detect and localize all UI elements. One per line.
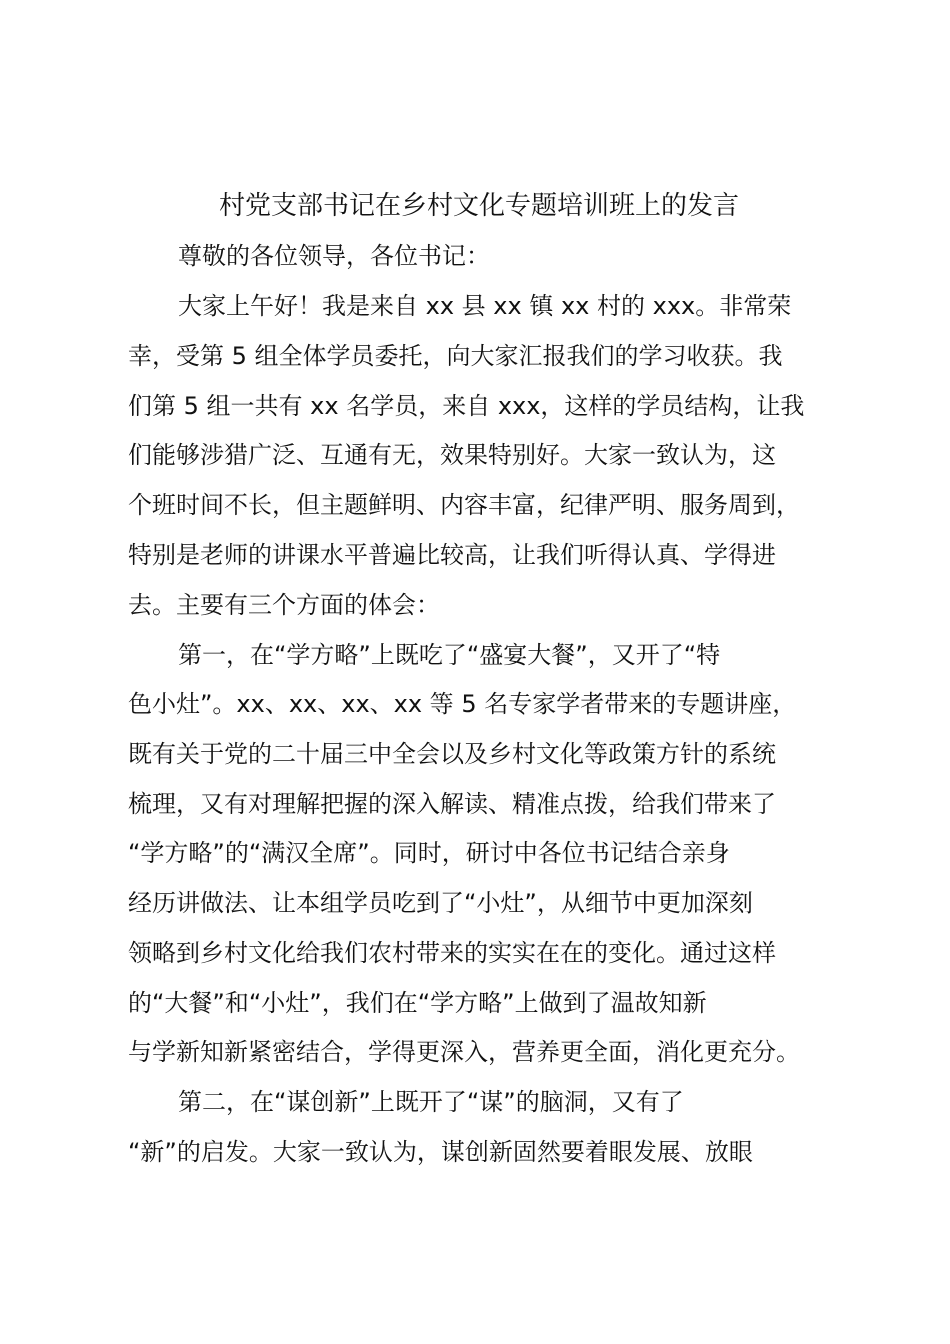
- body-line: 第一，在“学方略”上既吃了“盛宴大餐”，又开了“特: [178, 641, 721, 669]
- body-line: 色小灶”。xx、xx、xx、xx 等 5 名专家学者带来的专题讲座，: [128, 690, 797, 718]
- body-line: 们第 5 组一共有 xx 名学员，来自 xxx，这样的学员结构，让我: [128, 392, 805, 420]
- body-line: “学方略”的“满汉全席”。同时，研讨中各位书记结合亲身: [128, 839, 730, 867]
- body-line: 的“大餐”和“小灶”，我们在“学方略”上做到了温故知新: [128, 989, 707, 1017]
- body-line: 幸，受第 5 组全体学员委托，向大家汇报我们的学习收获。我: [128, 342, 783, 370]
- body-line: 与学新知新紧密结合，学得更深入，营养更全面，消化更充分。: [128, 1038, 800, 1066]
- body-line: 们能够涉猎广泛、互通有无，效果特别好。大家一致认为，这: [128, 441, 776, 469]
- body-line: 第二，在“谋创新”上既开了“谋”的脑洞，又有了: [178, 1088, 684, 1116]
- body-line: 大家上午好！我是来自 xx 县 xx 镇 xx 村的 xxx。非常荣: [178, 292, 792, 320]
- salutation: 尊敬的各位领导，各位书记：: [178, 242, 490, 270]
- body-line: “新”的启发。大家一致认为，谋创新固然要着眼发展、放眼: [128, 1138, 753, 1166]
- body-line: 个班时间不长，但主题鲜明、内容丰富，纪律严明、服务周到，: [128, 491, 800, 519]
- body-line: 既有关于党的二十届三中全会以及乡村文化等政策方针的系统: [128, 740, 776, 768]
- body-line: 领略到乡村文化给我们农村带来的实实在在的变化。通过这样: [128, 939, 776, 967]
- body-line: 经历讲做法、让本组学员吃到了“小灶”，从细节中更加深刻: [128, 889, 753, 917]
- body-line: 梳理，又有对理解把握的深入解读、精准点拨，给我们带来了: [128, 790, 776, 818]
- body-line: 特别是老师的讲课水平普遍比较高，让我们听得认真、学得进: [128, 541, 776, 569]
- body-line: 去。主要有三个方面的体会：: [128, 591, 440, 619]
- document-title: 村党支部书记在乡村文化专题培训班上的发言: [218, 191, 739, 221]
